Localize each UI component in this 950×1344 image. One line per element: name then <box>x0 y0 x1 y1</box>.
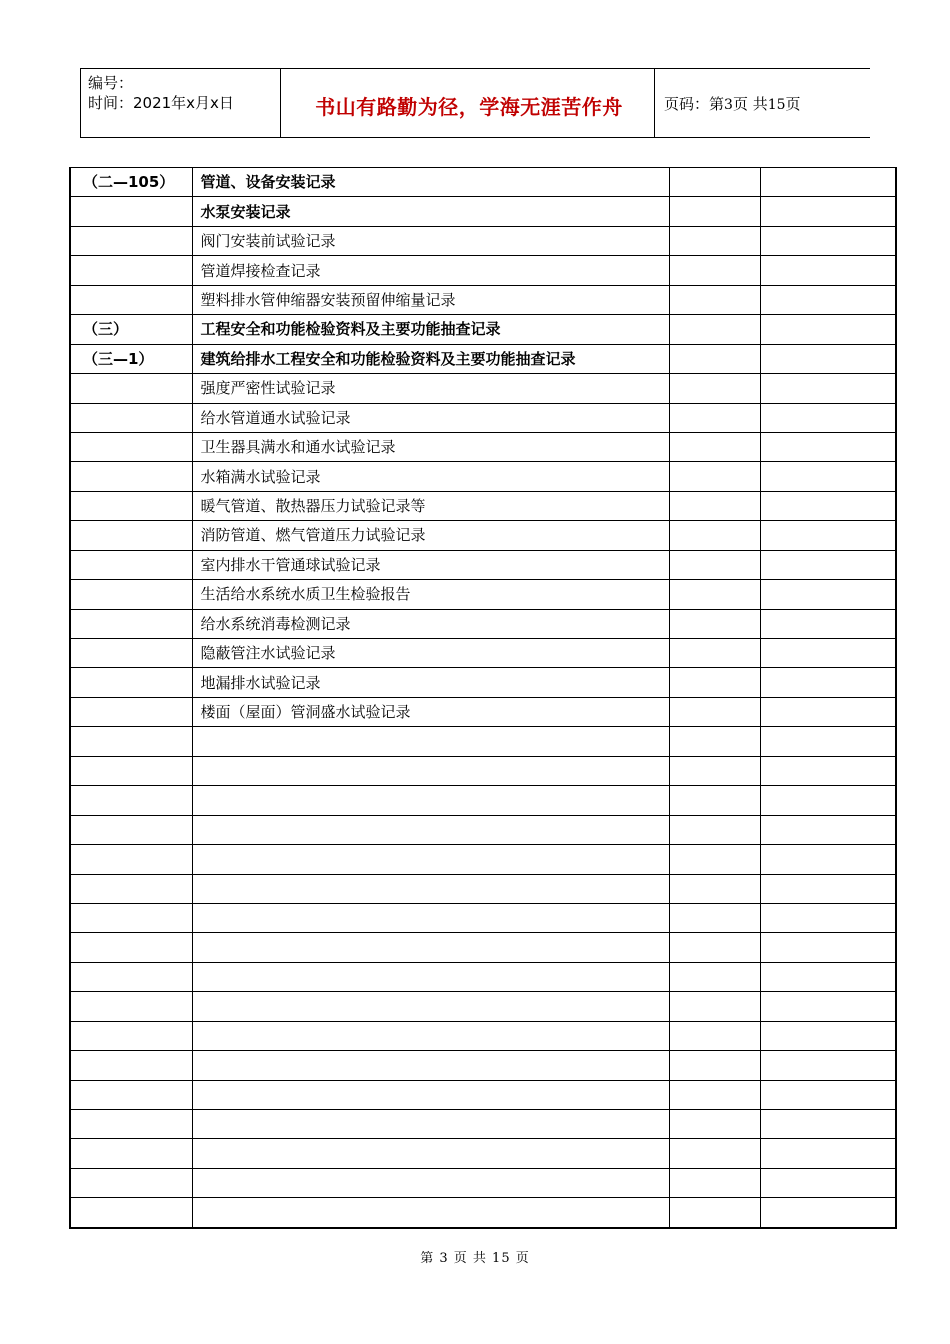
row-cell-4 <box>760 550 896 579</box>
row-cell-3 <box>669 1080 760 1109</box>
row-code <box>70 786 192 815</box>
row-cell-3 <box>669 727 760 756</box>
row-code <box>70 550 192 579</box>
row-code <box>70 1168 192 1197</box>
row-record-name: 给水系统消毒检测记录 <box>192 609 669 638</box>
row-record-name: 塑料排水管伸缩器安装预留伸缩量记录 <box>192 285 669 314</box>
row-code <box>70 815 192 844</box>
row-cell-3 <box>669 315 760 344</box>
row-cell-4 <box>760 786 896 815</box>
row-cell-4 <box>760 1110 896 1139</box>
row-cell-3 <box>669 1021 760 1050</box>
table-row <box>70 756 896 785</box>
row-cell-4 <box>760 845 896 874</box>
row-cell-4 <box>760 432 896 461</box>
row-cell-4 <box>760 962 896 991</box>
row-code: （三） <box>70 315 192 344</box>
row-cell-3 <box>669 639 760 668</box>
row-record-name: 给水管道通水试验记录 <box>192 403 669 432</box>
page-label-suffix: 页 <box>785 95 801 113</box>
table-row <box>70 403 896 432</box>
row-cell-4 <box>760 315 896 344</box>
row-record-name <box>192 1080 669 1109</box>
row-code <box>70 1051 192 1080</box>
row-cell-4 <box>760 756 896 785</box>
table-row <box>70 845 896 874</box>
page-footer: 第 3 页 共 15 页 <box>420 1251 530 1266</box>
row-cell-3 <box>669 374 760 403</box>
row-record-name: 隐蔽管注水试验记录 <box>192 639 669 668</box>
row-code: （二—105） <box>70 168 192 197</box>
row-cell-4 <box>760 491 896 520</box>
row-cell-4 <box>760 462 896 491</box>
row-code <box>70 609 192 638</box>
row-record-name: 管道、设备安装记录 <box>192 168 669 197</box>
document-number-label: 编号： <box>88 74 134 92</box>
row-cell-3 <box>669 697 760 726</box>
row-record-name <box>192 727 669 756</box>
row-cell-3 <box>669 432 760 461</box>
row-cell-3 <box>669 845 760 874</box>
row-record-name <box>192 815 669 844</box>
row-code <box>70 1198 192 1228</box>
row-cell-3 <box>669 992 760 1021</box>
row-cell-3 <box>669 521 760 550</box>
row-code <box>70 639 192 668</box>
row-cell-3 <box>669 609 760 638</box>
row-cell-3 <box>669 344 760 373</box>
row-code <box>70 403 192 432</box>
row-cell-4 <box>760 285 896 314</box>
row-code <box>70 874 192 903</box>
row-cell-4 <box>760 609 896 638</box>
row-record-name <box>192 1051 669 1080</box>
row-record-name: 工程安全和功能检验资料及主要功能抽查记录 <box>192 315 669 344</box>
row-record-name: 暖气管道、散热器压力试验记录等 <box>192 491 669 520</box>
table-row <box>70 432 896 461</box>
row-cell-4 <box>760 697 896 726</box>
row-cell-3 <box>669 903 760 932</box>
row-code <box>70 432 192 461</box>
row-code <box>70 1080 192 1109</box>
row-cell-3 <box>669 933 760 962</box>
row-cell-4 <box>760 374 896 403</box>
table-row <box>70 933 896 962</box>
row-record-name <box>192 1021 669 1050</box>
row-record-name: 室内排水干管通球试验记录 <box>192 550 669 579</box>
row-cell-4 <box>760 1168 896 1197</box>
row-record-name <box>192 1198 669 1228</box>
row-record-name: 卫生器具满水和通水试验记录 <box>192 432 669 461</box>
row-cell-4 <box>760 521 896 550</box>
table-row <box>70 374 896 403</box>
row-code <box>70 1021 192 1050</box>
row-record-name <box>192 962 669 991</box>
row-record-name: 建筑给排水工程安全和功能检验资料及主要功能抽查记录 <box>192 344 669 373</box>
row-record-name <box>192 756 669 785</box>
row-cell-3 <box>669 256 760 285</box>
header-meta <box>88 73 234 113</box>
records-table-body <box>70 168 896 1228</box>
row-record-name: 地漏排水试验记录 <box>192 668 669 697</box>
row-record-name <box>192 1168 669 1197</box>
row-cell-4 <box>760 256 896 285</box>
row-code <box>70 462 192 491</box>
row-code <box>70 580 192 609</box>
row-cell-3 <box>669 285 760 314</box>
row-cell-4 <box>760 639 896 668</box>
header-page-info <box>664 93 801 114</box>
row-cell-4 <box>760 727 896 756</box>
row-cell-3 <box>669 874 760 903</box>
row-cell-3 <box>669 815 760 844</box>
row-code <box>70 256 192 285</box>
row-cell-3 <box>669 491 760 520</box>
table-row <box>70 315 896 344</box>
row-record-name <box>192 1110 669 1139</box>
table-row <box>70 697 896 726</box>
row-code <box>70 226 192 255</box>
row-code <box>70 1139 192 1168</box>
row-cell-4 <box>760 1051 896 1080</box>
page-current: 3 <box>724 97 733 113</box>
row-record-name: 生活给水系统水质卫生检验报告 <box>192 580 669 609</box>
row-cell-3 <box>669 226 760 255</box>
row-code <box>70 756 192 785</box>
table-row <box>70 285 896 314</box>
row-cell-4 <box>760 1021 896 1050</box>
row-record-name <box>192 1139 669 1168</box>
table-row <box>70 168 896 197</box>
row-cell-3 <box>669 1198 760 1228</box>
header-left-border <box>80 69 81 137</box>
table-row <box>70 344 896 373</box>
row-cell-4 <box>760 933 896 962</box>
row-cell-3 <box>669 403 760 432</box>
row-cell-3 <box>669 580 760 609</box>
row-cell-4 <box>760 1139 896 1168</box>
row-cell-4 <box>760 580 896 609</box>
row-cell-4 <box>760 1080 896 1109</box>
row-cell-3 <box>669 197 760 226</box>
row-record-name: 管道焊接检查记录 <box>192 256 669 285</box>
table-row <box>70 668 896 697</box>
row-cell-3 <box>669 168 760 197</box>
row-code <box>70 727 192 756</box>
row-cell-4 <box>760 668 896 697</box>
page-label-prefix: 页码：第 <box>664 95 725 113</box>
row-record-name: 水箱满水试验记录 <box>192 462 669 491</box>
row-cell-3 <box>669 550 760 579</box>
row-code <box>70 903 192 932</box>
row-record-name <box>192 845 669 874</box>
row-cell-4 <box>760 403 896 432</box>
row-record-name <box>192 992 669 1021</box>
table-row <box>70 1110 896 1139</box>
row-record-name <box>192 786 669 815</box>
row-cell-3 <box>669 1139 760 1168</box>
table-row <box>70 1139 896 1168</box>
table-row <box>70 874 896 903</box>
row-cell-4 <box>760 168 896 197</box>
table-row <box>70 1168 896 1197</box>
page-label-mid: 页 共 <box>732 95 768 113</box>
table-row <box>70 1021 896 1050</box>
row-cell-4 <box>760 344 896 373</box>
table-row <box>70 550 896 579</box>
row-code <box>70 285 192 314</box>
table-row <box>70 727 896 756</box>
row-cell-4 <box>760 903 896 932</box>
table-row <box>70 1198 896 1228</box>
document-time: 时间：2021年x月x日 <box>88 94 234 112</box>
row-record-name <box>192 903 669 932</box>
row-code <box>70 197 192 226</box>
row-code <box>70 992 192 1021</box>
table-row <box>70 992 896 1021</box>
table-row <box>70 1051 896 1080</box>
table-row <box>70 815 896 844</box>
table-row <box>70 226 896 255</box>
row-cell-4 <box>760 226 896 255</box>
row-code <box>70 933 192 962</box>
row-cell-4 <box>760 815 896 844</box>
row-cell-3 <box>669 1051 760 1080</box>
table-row <box>70 521 896 550</box>
row-code <box>70 521 192 550</box>
table-row <box>70 609 896 638</box>
row-code <box>70 491 192 520</box>
records-table <box>69 167 897 1229</box>
table-row <box>70 1080 896 1109</box>
row-code <box>70 697 192 726</box>
row-cell-3 <box>669 962 760 991</box>
table-row <box>70 903 896 932</box>
row-cell-4 <box>760 1198 896 1228</box>
table-row <box>70 256 896 285</box>
row-record-name: 消防管道、燃气管道压力试验记录 <box>192 521 669 550</box>
table-row <box>70 639 896 668</box>
row-cell-4 <box>760 197 896 226</box>
row-code <box>70 845 192 874</box>
row-record-name: 强度严密性试验记录 <box>192 374 669 403</box>
row-cell-3 <box>669 1110 760 1139</box>
table-row <box>70 580 896 609</box>
table-row <box>70 962 896 991</box>
row-code <box>70 962 192 991</box>
row-record-name: 阀门安装前试验记录 <box>192 226 669 255</box>
header-divider-1 <box>280 69 281 137</box>
row-cell-3 <box>669 786 760 815</box>
row-cell-4 <box>760 992 896 1021</box>
table-row <box>70 786 896 815</box>
row-code <box>70 374 192 403</box>
page-header <box>80 68 870 138</box>
table-row <box>70 462 896 491</box>
row-record-name: 水泵安装记录 <box>192 197 669 226</box>
row-cell-4 <box>760 874 896 903</box>
row-cell-3 <box>669 756 760 785</box>
row-cell-3 <box>669 1168 760 1197</box>
row-record-name <box>192 933 669 962</box>
row-code: （三—1） <box>70 344 192 373</box>
row-cell-3 <box>669 668 760 697</box>
row-cell-3 <box>669 462 760 491</box>
table-row <box>70 197 896 226</box>
page-total: 15 <box>767 97 786 113</box>
row-code <box>70 668 192 697</box>
table-row <box>70 491 896 520</box>
row-record-name: 楼面（屋面）管洞盛水试验记录 <box>192 697 669 726</box>
row-record-name <box>192 874 669 903</box>
row-code <box>70 1110 192 1139</box>
header-motto: 书山有路勤为径，学海无涯苦作舟 <box>315 95 623 119</box>
